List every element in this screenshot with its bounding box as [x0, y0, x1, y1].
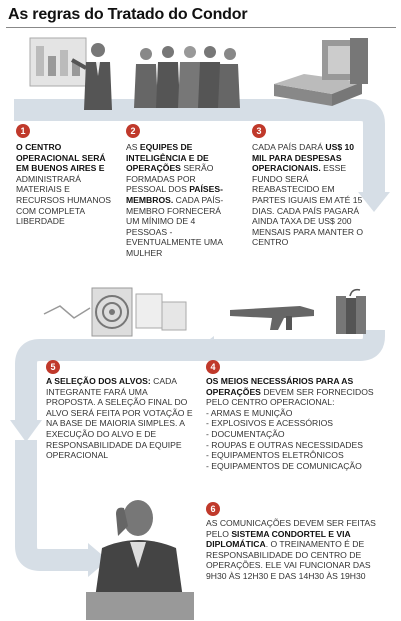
step-5-number: 5 — [46, 360, 60, 374]
weapons-illustration — [228, 286, 378, 336]
step-2-body-a: AS — [126, 142, 138, 152]
step-6-strong: SISTEMA CONDORTEL E VIA DIPLOMÁTICA — [206, 528, 351, 550]
step-1-strong: O CENTRO OPERACIONAL SERÁ EM BUENOS AIRES E — [16, 142, 106, 174]
step-3-body-b: ESSE FUNDO SERÁ REABASTECIDO EM PARTES IGUAIS EM ATÉ 15 DIAS. CADA PAÍS PAGARÁ AINDA TAXA DE US$ 200 MENSAIS PARA MANTER O CENTRO — [252, 163, 364, 248]
step-2-text — [126, 142, 236, 259]
step-3-number: 3 — [252, 124, 266, 138]
step-4-number: 4 — [206, 360, 220, 374]
step-4-text — [206, 376, 382, 471]
step-4-body: DEVEM SER FORNECIDOS PELO CENTRO OPERACIONAL: — [206, 386, 374, 408]
step-6-text — [206, 518, 386, 582]
step-1-text — [16, 142, 120, 227]
step-4-item-weapons: - ARMAS E MUNIÇÃO — [206, 407, 293, 418]
step-5-text — [46, 376, 194, 461]
step-2-body-b: SERÃO FORMADAS POR PESSOAL DOS — [126, 163, 214, 195]
documents-target-illustration — [40, 286, 190, 340]
step-3-body-a: CADA PAÍS DARÁ — [252, 142, 323, 152]
step-2-strong-a: EQUIPES DE INTELIGÊNCIA E DE OPERAÇÕES — [126, 142, 209, 174]
step-6-body-a: AS COMUNICAÇÕES DEVEM SER FEITAS PELO — [206, 518, 376, 539]
presenter-illustration — [12, 32, 122, 110]
page-title: As regras do Tratado do Condor — [8, 6, 248, 23]
step-2-body-c: CADA PAÍS-MEMBRO FORNECERÁ UM MÍNIMO DE 4 PESSOAS - EVENTUALMENTE UMA MULHER — [126, 194, 224, 258]
step-2-strong-b: PAÍSES-MEMBROS. — [126, 184, 223, 205]
money-stack-illustration — [262, 34, 382, 108]
step-6-number: 6 — [206, 502, 220, 516]
step-3-text — [252, 142, 366, 248]
team-illustration — [132, 42, 240, 108]
step-5-body: CADA INTEGRANTE FARÁ UMA PROPOSTA. A SELEÇÃO FINAL DO ALVO SERÁ FEITA POR VOTAÇÃO E NA BASE DE MAIORIA SIMPLES. A EXECUÇÃO DO ALVO E DE RESPONSABILIDADE DA EQUIPE OPERACIONAL — [46, 376, 193, 461]
phone-man-illustration — [86, 492, 194, 620]
step-6-body-b: . O TREINAMENTO É DE RESPONSABILIDADE DO CENTRO DE OPERAÇÕES. ELE VAI FUNCIONAR DAS 9H30 ÀS 12H30 E DAS 14H30 ÀS 19H30 — [206, 539, 371, 581]
step-3-strong: US$ 10 MIL PARA DESPESAS OPERACIONAIS. — [252, 142, 355, 174]
step-5-strong: A SELEÇÃO DOS ALVOS: — [46, 376, 151, 386]
step-1-body: ADMINISTRARÁ MATERIAIS E RECURSOS HUMANOS COM COMPLETA LIBERDADE — [16, 173, 112, 227]
step-2-number: 2 — [126, 124, 140, 138]
step-4-strong: OS MEIOS NECESSÁRIOS PARA AS OPERAÇÕES — [206, 376, 354, 397]
step-4-item-explosives: - EXPLOSIVOS E ACESSÓRIOS — [206, 418, 334, 429]
step-4-item-documents: - DOCUMENTAÇÃO — [206, 428, 285, 439]
step-4-item-electronics: - EQUIPAMENTOS ELETRÔNICOS — [206, 450, 344, 461]
step-1-number: 1 — [16, 124, 30, 138]
step-4-item-clothes: - ROUPAS E OUTRAS NECESSIDADES — [206, 439, 363, 450]
step-4-item-communication: - EQUIPAMENTOS DE COMUNICAÇÃO — [206, 460, 362, 471]
